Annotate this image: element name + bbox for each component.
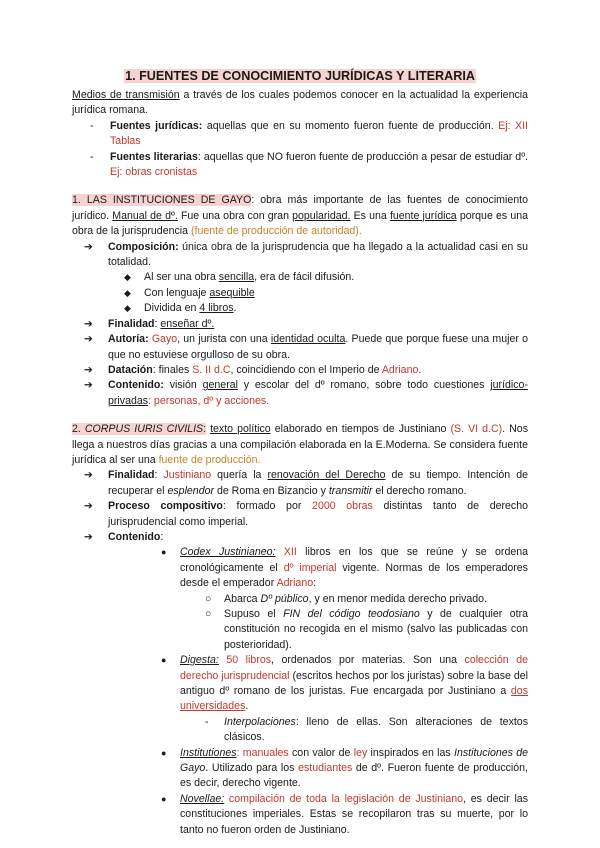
dash-marker: -: [90, 150, 94, 163]
bullet-icon: ●: [161, 793, 167, 804]
gayo-list: [72, 240, 528, 409]
dash-marker: -: [205, 715, 209, 728]
fuentes-list: [72, 119, 528, 181]
arrow-icon: ➔: [84, 530, 93, 543]
document-title: 1. FUENTES DE CONOCIMIENTO JURÍDICAS Y LITERARIA: [125, 69, 475, 83]
bullet-icon: ●: [161, 547, 167, 558]
arrow-icon: ➔: [84, 500, 93, 513]
list-item-proceso: ➔ Proceso compositivo: formado por 2000 obras distintas tanto de derecho jurisprudencial como imperial.: [84, 500, 528, 528]
bullet-icon: ●: [161, 747, 167, 758]
arrow-icon: ➔: [84, 240, 93, 253]
diamond-icon: ◆: [124, 287, 131, 298]
list-item-datacion: ➔ Datación: finales S. II d.C, coincidiendo con el Imperio de Adriano.: [72, 363, 528, 378]
arrow-icon: ➔: [84, 363, 93, 376]
list-item-asequible: ◆ Con lenguaje asequible: [72, 286, 528, 301]
list-item-composicion: ➔ Composición: única obra de la jurisprudencia que ha llegado a la actualidad casi en su totalidad.: [84, 240, 528, 269]
list-item-autoria: ➔ Autoría: Gayo, un jurista con una identidad oculta. Puede que porque fuese una mujer o que no estuviese orgulloso de su obra.: [84, 333, 528, 361]
list-item-finalidad: ➔ Finalidad: enseñar dº.: [72, 317, 528, 332]
gayo-paragraph: 1. LAS INSTITUCIONES DE GAYO: obra más importante de las fuentes de conocimiento jurídico. Manual de dº. Fue una obra con gran popularidad. Es una fuente jurídica porque es una obra de la jurisprudencia (fuente de producción de autoridad).: [72, 194, 529, 238]
corpus-paragraph: 2. CORPUS IURIS CIVILIS: texto político elaborado en tiempos de Justiniano (S. VI d.C). Nos llega a nuestros días gracias a una compilación elaborada en la E.Moderna. Se considera fuente jurídica al ser una fuente de producción.: [72, 423, 528, 466]
arrow-icon: ➔: [84, 469, 93, 482]
list-item-fuentes-literarias: - Fuentes literarias: aquellas que NO fueron fuente de producción a pesar de estudiar dº. Ej: obras cronistas: [90, 150, 529, 179]
dash-marker: -: [90, 119, 94, 132]
list-item-interpolaciones: - Interpolaciones: lleno de ellas. Son alteraciones de textos clásicos.: [205, 715, 528, 744]
diamond-icon: ◆: [124, 303, 131, 314]
list-item-fuentes-juridicas: - Fuentes jurídicas: aquellas que en su momento fueron fuente de producción. Ej: XII Tablas: [90, 119, 528, 148]
circle-icon: ○: [205, 608, 212, 620]
diamond-icon: ◆: [124, 272, 131, 283]
document-page: [72, 68, 528, 838]
arrow-icon: ➔: [84, 333, 93, 346]
list-item-contenido-corpus: ➔ Contenido:: [72, 530, 528, 545]
corpus-list: [72, 468, 528, 838]
list-item-novellae: ● Novellae: compilación de toda la legislación de Justiniano, es decir las constituciones imperiales. Estas se recopilaron tras su muerte, por lo tanto no fueron orden de Justiniano.: [161, 792, 528, 836]
list-item-finalidad-corpus: ➔ Finalidad: Justiniano quería la renovación del Derecho de su tiempo. Intención de recuperar el esplendor de Roma en Bizancio y transmitir el derecho romano.: [84, 469, 528, 497]
arrow-icon: ➔: [84, 317, 93, 330]
list-item-instituciones: ● Institutiones: manuales con valor de ley inspirados en las Instituciones de Gayo. Utilizado para los estudiantes de dº. Fueron fuente de producción, es decir, derecho vigente.: [161, 746, 528, 790]
list-item-digesta: ● Digesta: 50 libros, ordenados por materias. Son una colección de derecho jurisprudencial (escritos hechos por los juristas) sobre la base del antiguo dº romano de los juristas. Fue encargada por Justiniano a dos universidades.: [161, 654, 529, 713]
list-item-supuso: ○ Supuso el FIN del código teodosiano y de cualquier otra constitución no recogida en el mismo (salvo las publicadas con posterioridad).: [205, 608, 528, 651]
arrow-icon: ➔: [84, 379, 93, 392]
intro-paragraph: Medios de transmisión a través de los cuales podemos conocer en la actualidad la experiencia jurídica romana.: [72, 89, 529, 117]
corpus-heading: 2. CORPUS IURIS CIVILIS:: [72, 423, 207, 436]
gayo-heading: 1. LAS INSTITUCIONES DE GAYO: [72, 194, 252, 207]
list-item-sencilla: ◆ Al ser una obra sencilla, era de fácil difusión.: [72, 270, 528, 285]
bullet-icon: ●: [161, 655, 167, 666]
circle-icon: ○: [205, 592, 212, 605]
list-item-libros: ◆ Dividida en 4 libros.: [72, 301, 528, 316]
list-item-abarca: ○ Abarca Dº público, y en menor medida derecho privado.: [72, 592, 528, 607]
list-item-contenido: ➔ Contenido: visión general y escolar del dº romano, sobre todo cuestiones jurídico-privadas: personas, dº y acciones.: [84, 379, 528, 407]
list-item-codex: ● Codex Justinianeo: XII libros en los que se reúne y se ordena cronológicamente el dº imperial vigente. Normas de los emperadores desde el emperador Adriano:: [161, 546, 529, 590]
